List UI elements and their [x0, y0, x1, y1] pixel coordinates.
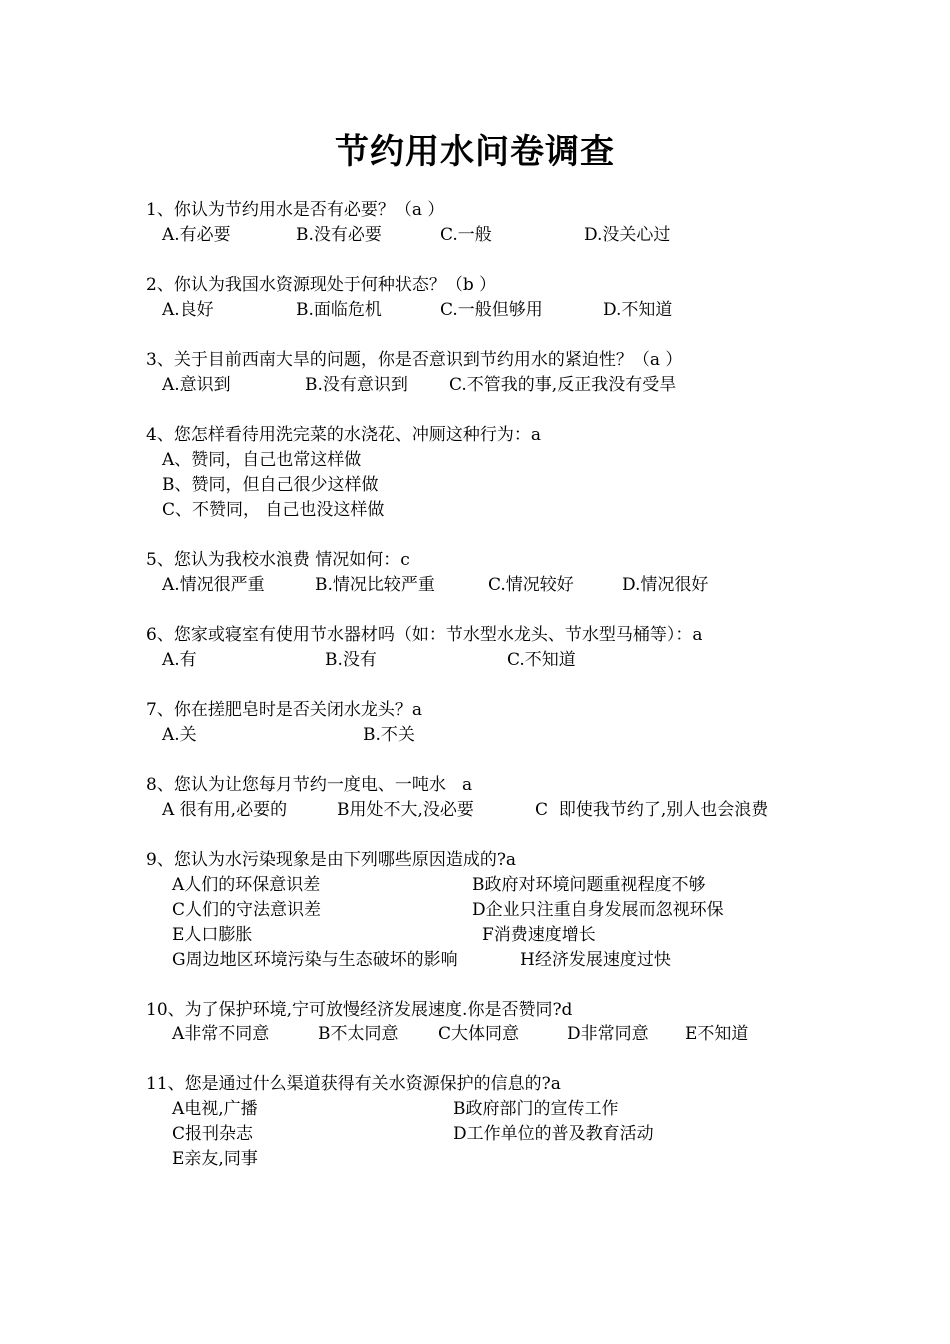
- q9-option-d: D企业只注重自身发展而忽视环保: [472, 900, 724, 920]
- q9-option-b: B政府对环境问题重视程度不够: [472, 875, 706, 895]
- q9-option-a: A人们的环保意识差: [172, 875, 321, 895]
- question-2: 2、你认为我国水资源现处于何种状态？（b ）: [146, 275, 497, 295]
- q9-option-h: H经济发展速度过快: [520, 950, 671, 970]
- q1-option-a: A.有必要: [162, 225, 231, 245]
- q10-option-d: D非常同意: [567, 1024, 649, 1044]
- q8-option-b: B用处不大,没必要: [337, 800, 474, 820]
- q2-option-d: D.不知道: [603, 300, 673, 320]
- q3-option-c: C.不管我的事,反正我没有受旱: [449, 375, 677, 395]
- question-7: 7、你在搓肥皂时是否关闭水龙头？a: [146, 700, 422, 720]
- q10-option-c: C大体同意: [438, 1024, 520, 1044]
- q10-option-a: A非常不同意: [172, 1024, 270, 1044]
- q2-option-a: A.良好: [162, 300, 214, 320]
- q9-option-c: C人们的守法意识差: [172, 900, 322, 920]
- q10-option-b: B不太同意: [318, 1024, 399, 1044]
- q4-option-a: A、赞同，自己也常这样做: [162, 450, 362, 470]
- q1-option-c: C.一般: [440, 225, 492, 245]
- q6-option-b: B.没有: [325, 650, 377, 670]
- q5-option-a: A.情况很严重: [162, 575, 265, 595]
- q3-option-b: B.没有意识到: [305, 375, 408, 395]
- question-5: 5、您认为我校水浪费 情况如何：c: [146, 550, 410, 570]
- question-9: 9、您认为水污染现象是由下列哪些原因造成的?a: [146, 850, 517, 870]
- q2-option-c: C.一般但够用: [440, 300, 543, 320]
- q11-option-e: E亲友,同事: [172, 1149, 258, 1169]
- q1-option-b: B.没有必要: [296, 225, 382, 245]
- q11-option-a: A电视,广播: [172, 1099, 258, 1119]
- q4-option-b: B、赞同，但自己很少这样做: [162, 475, 379, 495]
- q2-option-b: B.面临危机: [296, 300, 382, 320]
- q11-option-b: B政府部门的宣传工作: [453, 1099, 619, 1119]
- q11-option-c: C报刊杂志: [172, 1124, 254, 1144]
- question-11: 11、您是通过什么渠道获得有关水资源保护的信息的?a: [146, 1074, 561, 1094]
- q11-option-d: D工作单位的普及教育活动: [453, 1124, 654, 1144]
- q8-option-a: A 很有用,必要的: [162, 800, 288, 820]
- q9-option-e: E人口膨胀: [172, 925, 253, 945]
- q3-option-a: A.意识到: [162, 375, 231, 395]
- q7-option-a: A.关: [162, 725, 197, 745]
- document-title: 节约用水问卷调查: [335, 132, 615, 172]
- question-4: 4、您怎样看待用洗完菜的水浇花、冲厕这种行为：a: [146, 425, 541, 445]
- q9-option-g: G周边地区环境污染与生态破坏的影响: [172, 950, 458, 970]
- q10-option-e: E不知道: [685, 1024, 749, 1044]
- q9-option-f: F消费速度增长: [482, 925, 596, 945]
- question-10: 10、为了保护环境,宁可放慢经济发展速度.你是否赞同?d: [146, 1000, 573, 1020]
- question-3: 3、关于目前西南大旱的问题，你是否意识到节约用水的紧迫性？（a ）: [146, 350, 683, 370]
- q6-option-a: A.有: [162, 650, 197, 670]
- question-1: 1、你认为节约用水是否有必要？（a ）: [146, 200, 445, 220]
- q4-option-c: C、不赞同， 自己也没这样做: [162, 500, 385, 520]
- q6-option-c: C.不知道: [507, 650, 576, 670]
- q8-option-c: C 即使我节约了,别人也会浪费: [535, 800, 769, 820]
- q7-option-b: B.不关: [363, 725, 415, 745]
- question-8: 8、您认为让您每月节约一度电、一吨水 a: [146, 775, 473, 795]
- question-6: 6、您家或寝室有使用节水器材吗（如：节水型水龙头、节水型马桶等）：a: [146, 625, 703, 645]
- q5-option-d: D.情况很好: [622, 575, 709, 595]
- q1-option-d: D.没关心过: [584, 225, 671, 245]
- q5-option-b: B.情况比较严重: [315, 575, 435, 595]
- q5-option-c: C.情况较好: [488, 575, 574, 595]
